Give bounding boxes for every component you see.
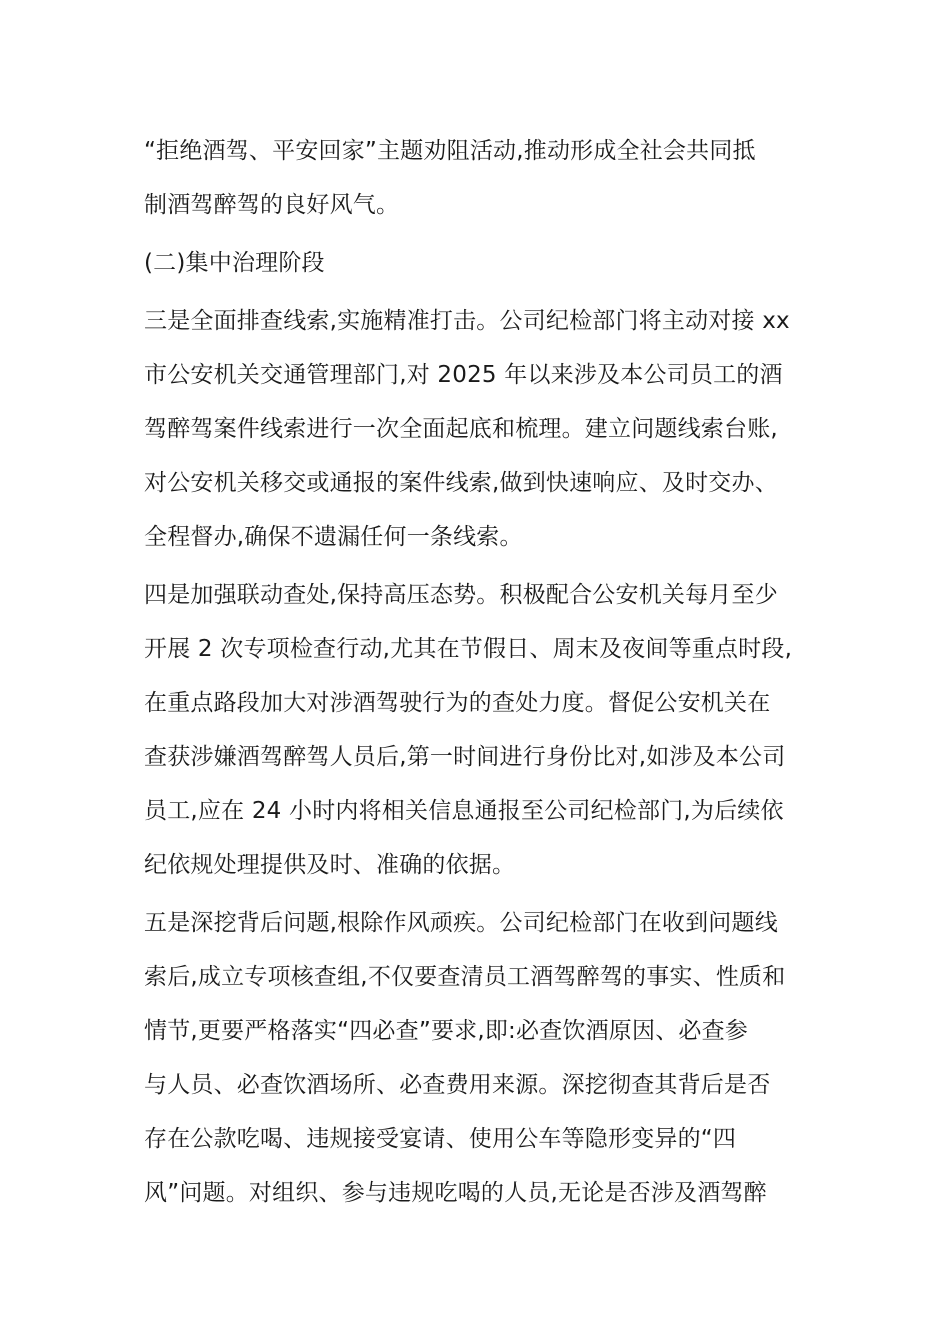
text-line: 情节,更要严格落实“四必查”要求,即:必查饮酒原因、必查参 [144, 1018, 749, 1044]
text-line: 五是深挖背后问题,根除作风顽疾。公司纪检部门在收到问题线 [144, 910, 778, 936]
text-line: 驾醉驾案件线索进行一次全面起底和梳理。建立问题线索台账, [144, 416, 778, 442]
text-line: 三是全面排查线索,实施精准打击。公司纪检部门将主动对接 xx [144, 308, 790, 334]
paragraph-item-three [144, 294, 824, 564]
text-line: “拒绝酒驾、平安回家”主题劝阻活动,推动形成全社会共同抵 [144, 138, 756, 164]
text-line: 开展 2 次专项检查行动,尤其在节假日、周末及夜间等重点时段, [144, 636, 793, 662]
heading-line: (二)集中治理阶段 [144, 250, 325, 276]
text-line: 纪依规处理提供及时、准确的依据。 [144, 852, 516, 878]
text-line: 对公安机关移交或通报的案件线索,做到快速响应、及时交办、 [144, 470, 778, 496]
text-line: 查获涉嫌酒驾醉驾人员后,第一时间进行身份比对,如涉及本公司 [144, 744, 786, 770]
text-line: 市公安机关交通管理部门,对 2025 年以来涉及本公司员工的酒 [144, 362, 783, 388]
text-line: 全程督办,确保不遗漏任何一条线索。 [144, 524, 523, 550]
section-heading [144, 236, 824, 290]
text-line: 四是加强联动查处,保持高压态势。积极配合公安机关每月至少 [144, 582, 778, 608]
text-line: 与人员、必查饮酒场所、必查费用来源。深挖彻查其背后是否 [144, 1072, 771, 1098]
document-body [144, 124, 824, 1220]
text-line: 在重点路段加大对涉酒驾驶行为的查处力度。督促公安机关在 [144, 690, 771, 716]
text-line: 员工,应在 24 小时内将相关信息通报至公司纪检部门,为后续依 [144, 798, 784, 824]
text-line: 存在公款吃喝、违规接受宴请、使用公车等隐形变异的“四 [144, 1126, 737, 1152]
text-line: 制酒驾醉驾的良好风气。 [144, 192, 400, 218]
paragraph-item-five [144, 896, 824, 1220]
paragraph-item-four [144, 568, 824, 892]
text-line: 风”问题。对组织、参与违规吃喝的人员,无论是否涉及酒驾醉 [144, 1180, 767, 1206]
paragraph-continuation [144, 124, 824, 232]
text-line: 索后,成立专项核查组,不仅要查清员工酒驾醉驾的事实、性质和 [144, 964, 786, 990]
